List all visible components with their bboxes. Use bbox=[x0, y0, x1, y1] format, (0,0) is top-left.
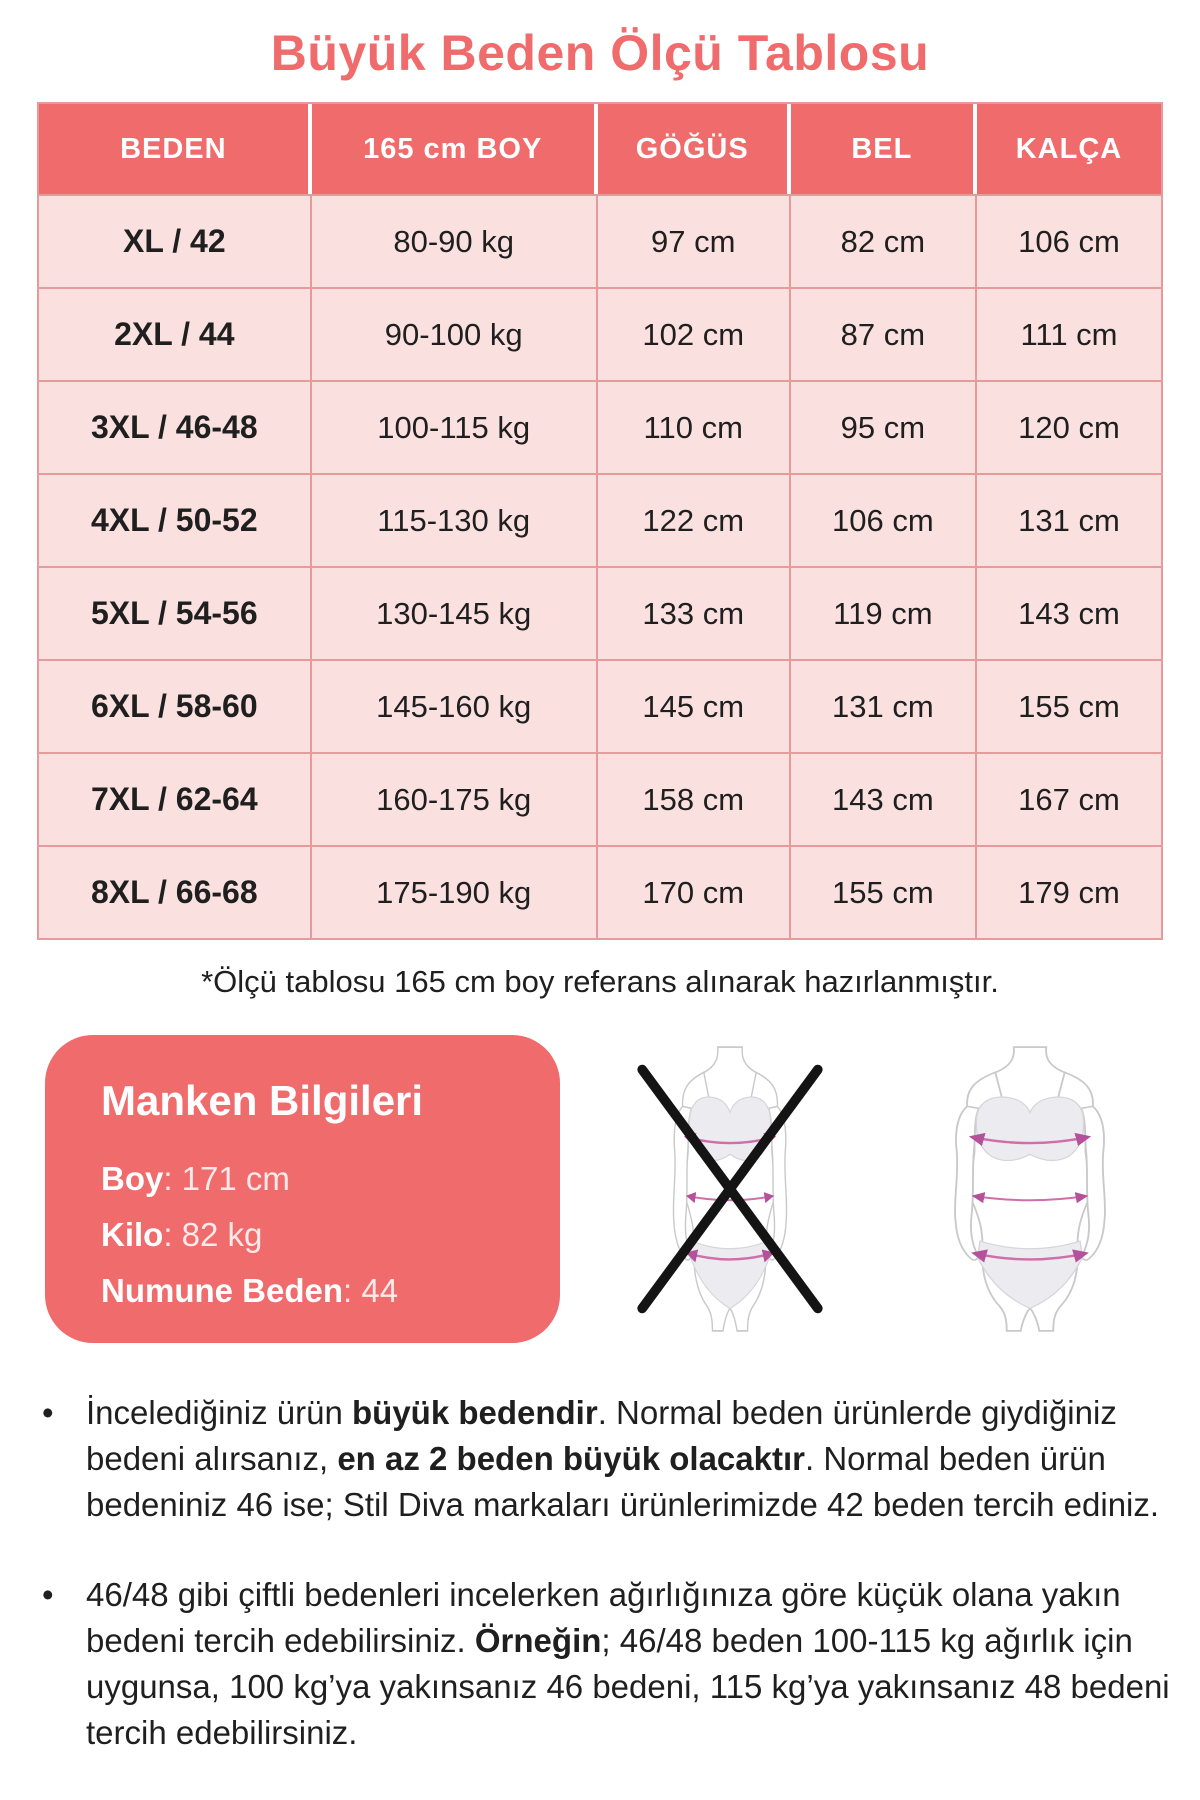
size-cell: 6XL / 58-60 bbox=[39, 659, 312, 752]
waist-cell: 87 cm bbox=[791, 287, 977, 380]
note-segment: 46/48 gibi çiftli bedenleri incelerken ağırlığınıza göre küçük olana yakın bedeni tercih edebilirsiniz. bbox=[86, 1576, 1121, 1659]
waist-cell: 95 cm bbox=[791, 380, 977, 473]
body-figures bbox=[560, 1041, 1200, 1337]
model-info-section bbox=[0, 1030, 1200, 1348]
model-height-value: : 171 cm bbox=[163, 1160, 290, 1197]
hip-cell: 167 cm bbox=[977, 752, 1161, 845]
note-segment-bold: en az 2 beden büyük olacaktır bbox=[337, 1440, 805, 1477]
waist-cell: 143 cm bbox=[791, 752, 977, 845]
hip-cell: 131 cm bbox=[977, 473, 1161, 566]
column-header-gogus: GÖĞÜS bbox=[598, 104, 791, 194]
note-segment: . Normal beden ürünlerde giydiğiniz bedeni alırsanız, bbox=[86, 1394, 1117, 1477]
size-cell: 5XL / 54-56 bbox=[39, 566, 312, 659]
column-header-kalca: KALÇA bbox=[977, 104, 1161, 194]
model-sample-size-value: : 44 bbox=[343, 1272, 399, 1309]
column-header-bel: BEL bbox=[791, 104, 977, 194]
note-segment-bold: büyük bedendir bbox=[352, 1394, 598, 1431]
hip-cell: 179 cm bbox=[977, 845, 1161, 938]
bullet-icon: • bbox=[42, 1394, 54, 1431]
column-header-boy: 165 cm BOY bbox=[312, 104, 598, 194]
note-segment: ; 46/48 beden 100-115 kg ağırlık için uygunsa, 100 kg’ya yakınsanız 46 bedeni, 115 kg’ya yakınsanız 48 bedeni tercih edebilirsiniz. bbox=[86, 1622, 1170, 1751]
size-cell: 2XL / 44 bbox=[39, 287, 312, 380]
waist-cell: 82 cm bbox=[791, 194, 977, 287]
model-height-label: Boy bbox=[101, 1160, 164, 1197]
weight-cell: 100-115 kg bbox=[312, 380, 598, 473]
weight-cell: 175-190 kg bbox=[312, 845, 598, 938]
notes-list bbox=[0, 1390, 1200, 1756]
weight-cell: 90-100 kg bbox=[312, 287, 598, 380]
slim-body-crossed-icon bbox=[604, 1041, 856, 1337]
bust-cell: 97 cm bbox=[598, 194, 791, 287]
weight-cell: 80-90 kg bbox=[312, 194, 598, 287]
bust-cell: 145 cm bbox=[598, 659, 791, 752]
bust-cell: 170 cm bbox=[598, 845, 791, 938]
size-cell: 7XL / 62-64 bbox=[39, 752, 312, 845]
model-sample-size-row bbox=[101, 1263, 520, 1319]
note-item bbox=[42, 1572, 1170, 1756]
weight-cell: 130-145 kg bbox=[312, 566, 598, 659]
note-segment: İncelediğiniz ürün bbox=[86, 1394, 352, 1431]
size-cell: 3XL / 46-48 bbox=[39, 380, 312, 473]
hip-cell: 106 cm bbox=[977, 194, 1161, 287]
bust-cell: 110 cm bbox=[598, 380, 791, 473]
column-header-beden: BEDEN bbox=[39, 104, 312, 194]
bust-cell: 158 cm bbox=[598, 752, 791, 845]
hip-cell: 120 cm bbox=[977, 380, 1161, 473]
waist-cell: 155 cm bbox=[791, 845, 977, 938]
waist-cell: 119 cm bbox=[791, 566, 977, 659]
weight-cell: 115-130 kg bbox=[312, 473, 598, 566]
waist-cell: 131 cm bbox=[791, 659, 977, 752]
note-text bbox=[86, 1572, 1170, 1756]
weight-cell: 160-175 kg bbox=[312, 752, 598, 845]
size-cell: 4XL / 50-52 bbox=[39, 473, 312, 566]
table-footnote: *Ölçü tablosu 165 cm boy referans alınarak hazırlanmıştır. bbox=[201, 964, 999, 999]
hip-cell: 155 cm bbox=[977, 659, 1161, 752]
bust-cell: 133 cm bbox=[598, 566, 791, 659]
bust-cell: 102 cm bbox=[598, 287, 791, 380]
model-weight-label: Kilo bbox=[101, 1216, 164, 1253]
waist-cell: 106 cm bbox=[791, 473, 977, 566]
model-sample-size-label: Numune Beden bbox=[101, 1272, 344, 1309]
size-cell: 8XL / 66-68 bbox=[39, 845, 312, 938]
hip-cell: 111 cm bbox=[977, 287, 1161, 380]
note-item bbox=[42, 1390, 1170, 1528]
plus-body-icon bbox=[904, 1041, 1156, 1337]
note-segment: . Normal beden ürün bedeniniz 46 ise; Stil Diva markaları ürünlerimizde 42 beden tercih ediniz. bbox=[86, 1440, 1160, 1523]
model-weight-value: : 82 kg bbox=[163, 1216, 263, 1253]
bullet-icon: • bbox=[42, 1576, 54, 1613]
page-title: Büyük Beden Ölçü Tablosu bbox=[270, 25, 930, 81]
model-height-row bbox=[101, 1151, 520, 1207]
model-info-card bbox=[45, 1035, 560, 1343]
size-table bbox=[37, 102, 1163, 940]
weight-cell: 145-160 kg bbox=[312, 659, 598, 752]
model-weight-row bbox=[101, 1207, 520, 1263]
note-text bbox=[86, 1390, 1170, 1528]
bust-cell: 122 cm bbox=[598, 473, 791, 566]
hip-cell: 143 cm bbox=[977, 566, 1161, 659]
model-info-title: Manken Bilgileri bbox=[101, 1077, 424, 1124]
size-cell: XL / 42 bbox=[39, 194, 312, 287]
note-segment-bold: Örneğin bbox=[474, 1622, 602, 1659]
